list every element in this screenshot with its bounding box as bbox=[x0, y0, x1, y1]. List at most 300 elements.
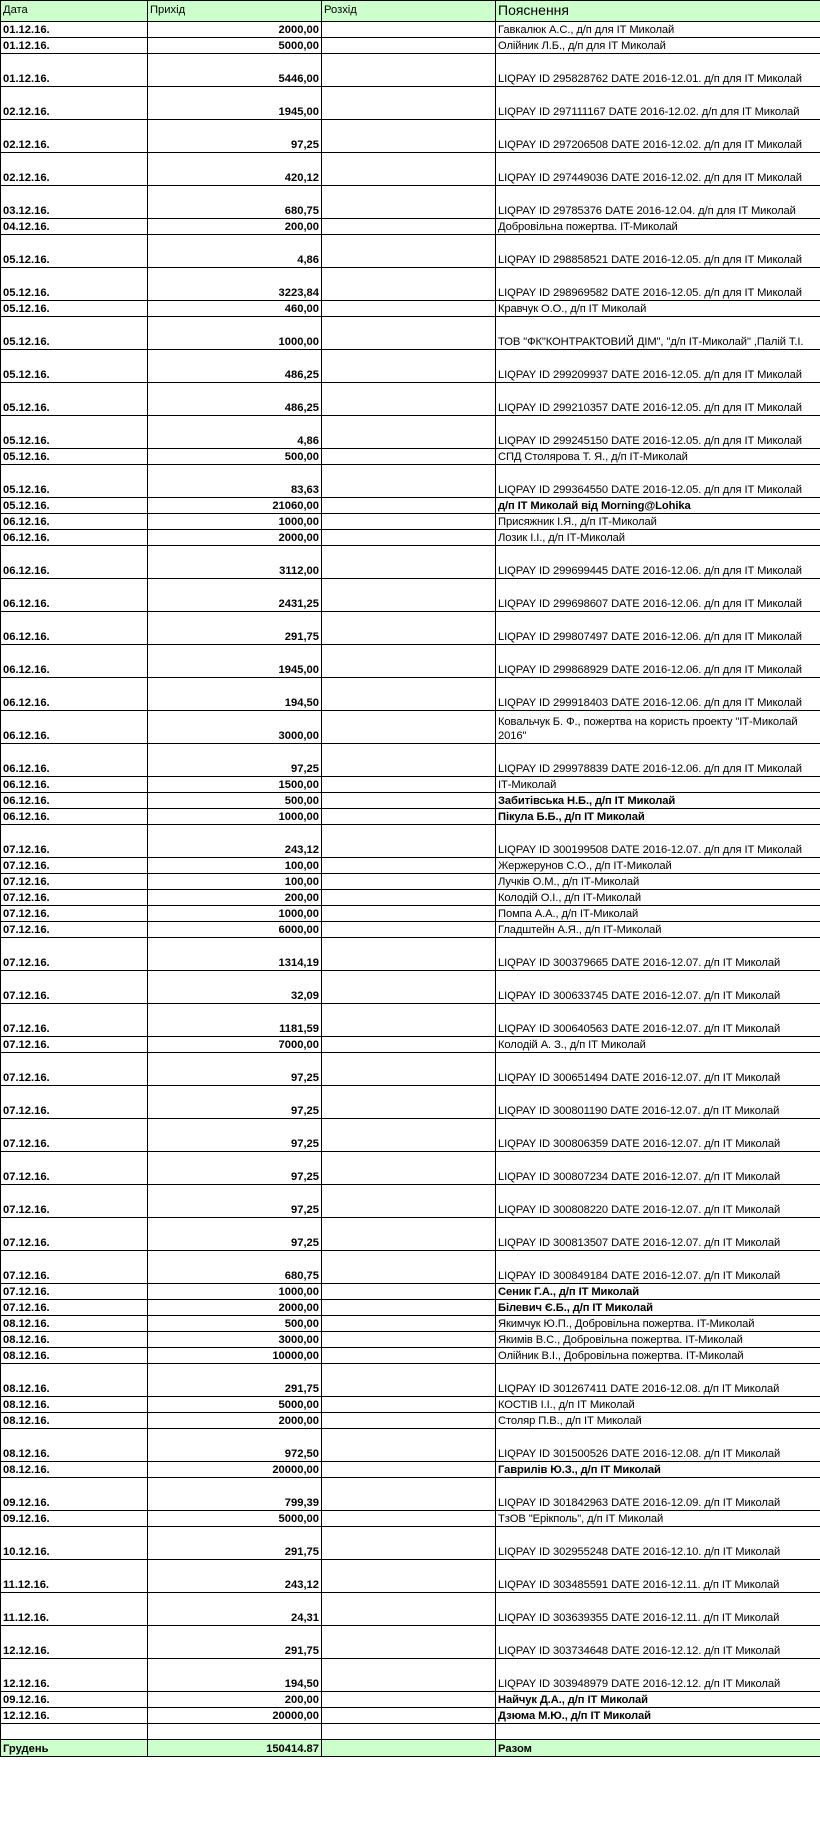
cell-note: LIQPAY ID 299807497 DATE 2016-12.06. д/п для IT Миколай bbox=[496, 612, 820, 645]
cell-note: LIQPAY ID 300849184 DATE 2016-12.07. д/п IT Миколай bbox=[496, 1251, 820, 1284]
cell-note: LIQPAY ID 299978839 DATE 2016-12.06. д/п для IT Миколай bbox=[496, 744, 820, 777]
cell-expense bbox=[322, 87, 496, 120]
cell-expense bbox=[322, 465, 496, 498]
table-row bbox=[1, 645, 820, 678]
cell-date: 07.12.16. bbox=[1, 1284, 148, 1300]
cell-note: Олійник В.І., Добровільна пожертва. IT-Миколай bbox=[496, 1348, 820, 1364]
cell-expense bbox=[322, 1332, 496, 1348]
cell-income: 97,25 bbox=[148, 1119, 322, 1152]
cell-date: 04.12.16. bbox=[1, 219, 148, 235]
cell-income: 5000,00 bbox=[148, 1397, 322, 1413]
cell-expense bbox=[322, 1300, 496, 1316]
cell-note: LIQPAY ID 299209937 DATE 2016-12.05. д/п для IT Миколай bbox=[496, 350, 820, 383]
cell-expense bbox=[322, 1152, 496, 1185]
blank-cell bbox=[1, 1724, 148, 1740]
cell-date: 06.12.16. bbox=[1, 809, 148, 825]
cell-income: 20000,00 bbox=[148, 1708, 322, 1724]
cell-expense bbox=[322, 1348, 496, 1364]
cell-date: 10.12.16. bbox=[1, 1527, 148, 1560]
cell-note: LIQPAY ID 300807234 DATE 2016-12.07. д/п IT Миколай bbox=[496, 1152, 820, 1185]
cell-income: 97,25 bbox=[148, 1152, 322, 1185]
table-row bbox=[1, 890, 820, 906]
table-row bbox=[1, 1511, 820, 1527]
table-row bbox=[1, 22, 820, 38]
header-row bbox=[1, 1, 820, 22]
cell-expense bbox=[322, 678, 496, 711]
cell-date: 08.12.16. bbox=[1, 1429, 148, 1462]
table-row bbox=[1, 1251, 820, 1284]
cell-income: 243,12 bbox=[148, 1560, 322, 1593]
cell-income: 6000,00 bbox=[148, 922, 322, 938]
table-row bbox=[1, 744, 820, 777]
cell-date: 08.12.16. bbox=[1, 1462, 148, 1478]
cell-income: 5000,00 bbox=[148, 1511, 322, 1527]
cell-income: 32,09 bbox=[148, 971, 322, 1004]
table-row bbox=[1, 971, 820, 1004]
cell-income: 2000,00 bbox=[148, 530, 322, 546]
cell-expense bbox=[322, 1037, 496, 1053]
cell-income: 97,25 bbox=[148, 744, 322, 777]
table-row bbox=[1, 1478, 820, 1511]
cell-income: 972,50 bbox=[148, 1429, 322, 1462]
cell-expense bbox=[322, 874, 496, 890]
cell-income: 10000,00 bbox=[148, 1348, 322, 1364]
table-row bbox=[1, 514, 820, 530]
cell-note: Дзюма М.Ю., д/п ІТ Миколай bbox=[496, 1708, 820, 1724]
table-row bbox=[1, 678, 820, 711]
cell-note: LIQPAY ID 298858521 DATE 2016-12.05. д/п для IT Миколай bbox=[496, 235, 820, 268]
cell-note: Ковальчук Б. Ф., пожертва на користь проекту "ІТ-Миколай 2016" bbox=[496, 711, 820, 744]
table-row bbox=[1, 1053, 820, 1086]
cell-note: LIQPAY ID 300379665 DATE 2016-12.07. д/п IT Миколай bbox=[496, 938, 820, 971]
cell-date: 05.12.16. bbox=[1, 416, 148, 449]
cell-expense bbox=[322, 54, 496, 87]
header-income: Прихід bbox=[148, 1, 322, 22]
cell-expense bbox=[322, 744, 496, 777]
cell-date: 08.12.16. bbox=[1, 1397, 148, 1413]
cell-note: ІТ-Миколай bbox=[496, 777, 820, 793]
cell-date: 07.12.16. bbox=[1, 825, 148, 858]
cell-note: LIQPAY ID 299245150 DATE 2016-12.05. д/п для IT Миколай bbox=[496, 416, 820, 449]
cell-date: 05.12.16. bbox=[1, 498, 148, 514]
cell-note: LIQPAY ID 295828762 DATE 2016-12.01. д/п для IT Миколай bbox=[496, 54, 820, 87]
cell-income: 200,00 bbox=[148, 1692, 322, 1708]
cell-income: 97,25 bbox=[148, 1053, 322, 1086]
cell-income: 24,31 bbox=[148, 1593, 322, 1626]
cell-date: 02.12.16. bbox=[1, 87, 148, 120]
cell-expense bbox=[322, 22, 496, 38]
cell-income: 1500,00 bbox=[148, 777, 322, 793]
cell-income: 97,25 bbox=[148, 120, 322, 153]
cell-date: 08.12.16. bbox=[1, 1364, 148, 1397]
cell-expense bbox=[322, 971, 496, 1004]
cell-date: 09.12.16. bbox=[1, 1478, 148, 1511]
table-row bbox=[1, 120, 820, 153]
table-row bbox=[1, 1708, 820, 1724]
cell-expense bbox=[322, 416, 496, 449]
cell-expense bbox=[322, 1429, 496, 1462]
cell-income: 194,50 bbox=[148, 1659, 322, 1692]
cell-note: LIQPAY ID 299210357 DATE 2016-12.05. д/п для IT Миколай bbox=[496, 383, 820, 416]
table-row bbox=[1, 874, 820, 890]
table-row bbox=[1, 1659, 820, 1692]
cell-expense bbox=[322, 793, 496, 809]
table-row bbox=[1, 938, 820, 971]
cell-note: LIQPAY ID 297449036 DATE 2016-12.02. д/п для IT Миколай bbox=[496, 153, 820, 186]
cell-expense bbox=[322, 612, 496, 645]
table-row bbox=[1, 922, 820, 938]
cell-income: 1000,00 bbox=[148, 906, 322, 922]
cell-expense bbox=[322, 268, 496, 301]
table-row bbox=[1, 317, 820, 350]
cell-income: 291,75 bbox=[148, 1527, 322, 1560]
cell-expense bbox=[322, 153, 496, 186]
cell-note: LIQPAY ID 300651494 DATE 2016-12.07. д/п IT Миколай bbox=[496, 1053, 820, 1086]
cell-income: 799,39 bbox=[148, 1478, 322, 1511]
cell-income: 680,75 bbox=[148, 186, 322, 219]
cell-date: 05.12.16. bbox=[1, 449, 148, 465]
cell-expense bbox=[322, 514, 496, 530]
cell-income: 200,00 bbox=[148, 219, 322, 235]
cell-expense bbox=[322, 858, 496, 874]
table-row bbox=[1, 416, 820, 449]
table-row bbox=[1, 1332, 820, 1348]
cell-income: 291,75 bbox=[148, 612, 322, 645]
cell-date: 07.12.16. bbox=[1, 1300, 148, 1316]
cell-expense bbox=[322, 301, 496, 317]
table-row bbox=[1, 38, 820, 54]
table-row bbox=[1, 546, 820, 579]
cell-note: LIQPAY ID 300640563 DATE 2016-12.07. д/п IT Миколай bbox=[496, 1004, 820, 1037]
table-row bbox=[1, 1284, 820, 1300]
cell-income: 97,25 bbox=[148, 1185, 322, 1218]
cell-income: 83,63 bbox=[148, 465, 322, 498]
cell-income: 4,86 bbox=[148, 416, 322, 449]
cell-note: LIQPAY ID 298969582 DATE 2016-12.05. д/п для IT Миколай bbox=[496, 268, 820, 301]
table-row bbox=[1, 612, 820, 645]
cell-income: 1000,00 bbox=[148, 317, 322, 350]
cell-note: Сеник Г.А., д/п ІТ Миколай bbox=[496, 1284, 820, 1300]
cell-date: 06.12.16. bbox=[1, 777, 148, 793]
cell-date: 07.12.16. bbox=[1, 1037, 148, 1053]
cell-expense bbox=[322, 938, 496, 971]
table-row bbox=[1, 1692, 820, 1708]
blank-cell bbox=[322, 1724, 496, 1740]
cell-expense bbox=[322, 777, 496, 793]
cell-date: 06.12.16. bbox=[1, 530, 148, 546]
cell-note: LIQPAY ID 303639355 DATE 2016-12.11. д/п IT Миколай bbox=[496, 1593, 820, 1626]
cell-note: LIQPAY ID 299698607 DATE 2016-12.06. д/п для IT Миколай bbox=[496, 579, 820, 612]
table-row bbox=[1, 449, 820, 465]
cell-income: 500,00 bbox=[148, 1316, 322, 1332]
cell-date: 06.12.16. bbox=[1, 645, 148, 678]
cell-note: Столяр П.В., д/п ІТ Миколай bbox=[496, 1413, 820, 1429]
cell-expense bbox=[322, 1086, 496, 1119]
cell-expense bbox=[322, 1251, 496, 1284]
cell-expense bbox=[322, 1397, 496, 1413]
cell-date: 08.12.16. bbox=[1, 1332, 148, 1348]
cell-note: Найчук Д.А., д/п ІТ Миколай bbox=[496, 1692, 820, 1708]
cell-date: 07.12.16. bbox=[1, 1218, 148, 1251]
cell-expense bbox=[322, 1560, 496, 1593]
cell-date: 02.12.16. bbox=[1, 153, 148, 186]
cell-expense bbox=[322, 1659, 496, 1692]
cell-date: 08.12.16. bbox=[1, 1316, 148, 1332]
table-row bbox=[1, 858, 820, 874]
cell-expense bbox=[322, 317, 496, 350]
cell-note: LIQPAY ID 300801190 DATE 2016-12.07. д/п IT Миколай bbox=[496, 1086, 820, 1119]
cell-expense bbox=[322, 1626, 496, 1659]
cell-note: Присяжник І.Я., д/п ІТ-Миколай bbox=[496, 514, 820, 530]
cell-expense bbox=[322, 1511, 496, 1527]
table-row bbox=[1, 530, 820, 546]
cell-note: LIQPAY ID 303734648 DATE 2016-12.12. д/п IT Миколай bbox=[496, 1626, 820, 1659]
cell-income: 500,00 bbox=[148, 449, 322, 465]
cell-expense bbox=[322, 546, 496, 579]
cell-income: 1181,59 bbox=[148, 1004, 322, 1037]
cell-date: 01.12.16. bbox=[1, 38, 148, 54]
cell-note: ТзОВ "Ерікполь", д/п ІТ Миколай bbox=[496, 1511, 820, 1527]
cell-date: 07.12.16. bbox=[1, 874, 148, 890]
cell-note: LIQPAY ID 303948979 DATE 2016-12.12. д/п IT Миколай bbox=[496, 1659, 820, 1692]
table-row bbox=[1, 1185, 820, 1218]
cell-note: Кравчук О.О., д/п ІТ Миколай bbox=[496, 301, 820, 317]
cell-note: LIQPAY ID 29785376 DATE 2016-12.04. д/п для IT Миколай bbox=[496, 186, 820, 219]
cell-note: LIQPAY ID 299364550 DATE 2016-12.05. д/п для IT Миколай bbox=[496, 465, 820, 498]
total-expense bbox=[322, 1740, 496, 1757]
cell-date: 08.12.16. bbox=[1, 1413, 148, 1429]
cell-expense bbox=[322, 120, 496, 153]
table-row bbox=[1, 153, 820, 186]
cell-income: 100,00 bbox=[148, 874, 322, 890]
cell-expense bbox=[322, 1527, 496, 1560]
cell-expense bbox=[322, 1119, 496, 1152]
table-row bbox=[1, 383, 820, 416]
table-row bbox=[1, 465, 820, 498]
cell-note: LIQPAY ID 303485591 DATE 2016-12.11. д/п IT Миколай bbox=[496, 1560, 820, 1593]
cell-note: Жержерунов С.О., д/п ІТ-Миколай bbox=[496, 858, 820, 874]
cell-expense bbox=[322, 906, 496, 922]
table-row bbox=[1, 219, 820, 235]
cell-expense bbox=[322, 809, 496, 825]
cell-income: 2000,00 bbox=[148, 1413, 322, 1429]
cell-note: LIQPAY ID 301267411 DATE 2016-12.08. д/п IT Миколай bbox=[496, 1364, 820, 1397]
cell-note: Гавкалюк А.С., д/п для ІТ Миколай bbox=[496, 22, 820, 38]
total-note: Разом bbox=[496, 1740, 820, 1757]
cell-expense bbox=[322, 1478, 496, 1511]
cell-income: 1945,00 bbox=[148, 645, 322, 678]
table-row bbox=[1, 1300, 820, 1316]
cell-date: 06.12.16. bbox=[1, 514, 148, 530]
cell-income: 486,25 bbox=[148, 383, 322, 416]
table-row bbox=[1, 1527, 820, 1560]
blank-row bbox=[1, 1724, 820, 1740]
cell-date: 07.12.16. bbox=[1, 1004, 148, 1037]
cell-expense bbox=[322, 1708, 496, 1724]
cell-note: Білевич Є.Б., д/п ІТ Миколай bbox=[496, 1300, 820, 1316]
cell-income: 486,25 bbox=[148, 350, 322, 383]
cell-note: LIQPAY ID 301842963 DATE 2016-12.09. д/п IT Миколай bbox=[496, 1478, 820, 1511]
cell-note: д/п ІТ Миколай від Morning@Lohika bbox=[496, 498, 820, 514]
cell-income: 7000,00 bbox=[148, 1037, 322, 1053]
cell-income: 1000,00 bbox=[148, 1284, 322, 1300]
cell-expense bbox=[322, 1004, 496, 1037]
cell-date: 05.12.16. bbox=[1, 268, 148, 301]
cell-income: 3223,84 bbox=[148, 268, 322, 301]
table-row bbox=[1, 1560, 820, 1593]
blank-cell bbox=[496, 1724, 820, 1740]
table-row bbox=[1, 1086, 820, 1119]
cell-note: Гаврилів Ю.З., д/п ІТ Миколай bbox=[496, 1462, 820, 1478]
cell-income: 3000,00 bbox=[148, 1332, 322, 1348]
cell-expense bbox=[322, 530, 496, 546]
table-row bbox=[1, 906, 820, 922]
cell-income: 5446,00 bbox=[148, 54, 322, 87]
cell-note: Помпа А.А., д/п ІТ-Миколай bbox=[496, 906, 820, 922]
header-expense: Розхід bbox=[322, 1, 496, 22]
cell-income: 3000,00 bbox=[148, 711, 322, 744]
cell-expense bbox=[322, 186, 496, 219]
cell-expense bbox=[322, 1284, 496, 1300]
cell-note: КОСТІВ І.І., д/п ІТ Миколай bbox=[496, 1397, 820, 1413]
table-row bbox=[1, 87, 820, 120]
cell-expense bbox=[322, 1462, 496, 1478]
cell-income: 420,12 bbox=[148, 153, 322, 186]
table-row bbox=[1, 301, 820, 317]
header-note: Пояснення bbox=[496, 1, 820, 22]
cell-income: 2000,00 bbox=[148, 22, 322, 38]
cell-date: 07.12.16. bbox=[1, 938, 148, 971]
cell-date: 01.12.16. bbox=[1, 22, 148, 38]
cell-date: 07.12.16. bbox=[1, 1152, 148, 1185]
cell-note: Лучків О.М., д/п ІТ-Миколай bbox=[496, 874, 820, 890]
cell-note: LIQPAY ID 299868929 DATE 2016-12.06. д/п для IT Миколай bbox=[496, 645, 820, 678]
table-row bbox=[1, 1413, 820, 1429]
cell-note: ТОВ "ФК"КОНТРАКТОВИЙ ДІМ", "д/п ІТ-Миколай" ,Палій Т.І. bbox=[496, 317, 820, 350]
table-row bbox=[1, 268, 820, 301]
cell-date: 06.12.16. bbox=[1, 678, 148, 711]
table-row bbox=[1, 498, 820, 514]
table-row bbox=[1, 54, 820, 87]
cell-income: 100,00 bbox=[148, 858, 322, 874]
cell-income: 5000,00 bbox=[148, 38, 322, 54]
table-row bbox=[1, 1152, 820, 1185]
cell-income: 200,00 bbox=[148, 890, 322, 906]
cell-expense bbox=[322, 890, 496, 906]
table-row bbox=[1, 1397, 820, 1413]
cell-date: 12.12.16. bbox=[1, 1708, 148, 1724]
cell-note: Олійник Л.Б., д/п для ІТ Миколай bbox=[496, 38, 820, 54]
table-row bbox=[1, 1037, 820, 1053]
cell-expense bbox=[322, 1053, 496, 1086]
cell-date: 07.12.16. bbox=[1, 922, 148, 938]
cell-income: 4,86 bbox=[148, 235, 322, 268]
total-row bbox=[1, 1740, 820, 1757]
cell-note: Лозик І.І., д/п ІТ-Миколай bbox=[496, 530, 820, 546]
header-date: Дата bbox=[1, 1, 148, 22]
cell-date: 07.12.16. bbox=[1, 858, 148, 874]
cell-date: 06.12.16. bbox=[1, 579, 148, 612]
cell-expense bbox=[322, 1692, 496, 1708]
table-row bbox=[1, 1316, 820, 1332]
table-row bbox=[1, 1626, 820, 1659]
table-row bbox=[1, 1348, 820, 1364]
cell-expense bbox=[322, 235, 496, 268]
table-row bbox=[1, 579, 820, 612]
cell-date: 06.12.16. bbox=[1, 793, 148, 809]
cell-expense bbox=[322, 1413, 496, 1429]
cell-expense bbox=[322, 579, 496, 612]
cell-note: LIQPAY ID 300633745 DATE 2016-12.07. д/п IT Миколай bbox=[496, 971, 820, 1004]
cell-date: 08.12.16. bbox=[1, 1348, 148, 1364]
cell-date: 05.12.16. bbox=[1, 350, 148, 383]
cell-note: Якимів В.С., Добровільна пожертва. IT-Миколай bbox=[496, 1332, 820, 1348]
cell-note: Якимчук Ю.П., Добровільна пожертва. IT-Миколай bbox=[496, 1316, 820, 1332]
cell-expense bbox=[322, 1185, 496, 1218]
cell-expense bbox=[322, 1593, 496, 1626]
cell-date: 06.12.16. bbox=[1, 711, 148, 744]
cell-expense bbox=[322, 219, 496, 235]
cell-note: LIQPAY ID 300808220 DATE 2016-12.07. д/п IT Миколай bbox=[496, 1185, 820, 1218]
cell-date: 07.12.16. bbox=[1, 1053, 148, 1086]
table-row bbox=[1, 793, 820, 809]
cell-expense bbox=[322, 711, 496, 744]
cell-income: 21060,00 bbox=[148, 498, 322, 514]
ledger-body bbox=[1, 22, 820, 1724]
cell-income: 2431,25 bbox=[148, 579, 322, 612]
cell-expense bbox=[322, 1316, 496, 1332]
cell-date: 05.12.16. bbox=[1, 235, 148, 268]
cell-date: 11.12.16. bbox=[1, 1593, 148, 1626]
cell-date: 06.12.16. bbox=[1, 744, 148, 777]
cell-note: Колодій О.І., д/п ІТ-Миколай bbox=[496, 890, 820, 906]
cell-income: 1000,00 bbox=[148, 514, 322, 530]
cell-date: 07.12.16. bbox=[1, 1251, 148, 1284]
cell-note: LIQPAY ID 299699445 DATE 2016-12.06. д/п для IT Миколай bbox=[496, 546, 820, 579]
cell-note: Забитівська Н.Б., д/п ІТ Миколай bbox=[496, 793, 820, 809]
cell-date: 06.12.16. bbox=[1, 546, 148, 579]
cell-note: LIQPAY ID 300813507 DATE 2016-12.07. д/п IT Миколай bbox=[496, 1218, 820, 1251]
table-row bbox=[1, 1429, 820, 1462]
cell-date: 09.12.16. bbox=[1, 1692, 148, 1708]
cell-date: 07.12.16. bbox=[1, 906, 148, 922]
cell-date: 03.12.16. bbox=[1, 186, 148, 219]
cell-date: 06.12.16. bbox=[1, 612, 148, 645]
table-row bbox=[1, 1593, 820, 1626]
cell-income: 243,12 bbox=[148, 825, 322, 858]
cell-income: 3112,00 bbox=[148, 546, 322, 579]
cell-date: 02.12.16. bbox=[1, 120, 148, 153]
cell-income: 460,00 bbox=[148, 301, 322, 317]
table-row bbox=[1, 777, 820, 793]
cell-income: 20000,00 bbox=[148, 1462, 322, 1478]
cell-expense bbox=[322, 922, 496, 938]
cell-date: 05.12.16. bbox=[1, 465, 148, 498]
cell-expense bbox=[322, 350, 496, 383]
blank-cell bbox=[148, 1724, 322, 1740]
total-label: Грудень bbox=[1, 1740, 148, 1757]
cell-note: LIQPAY ID 297206508 DATE 2016-12.02. д/п для IT Миколай bbox=[496, 120, 820, 153]
cell-note: LIQPAY ID 300199508 DATE 2016-12.07. д/п для IT Миколай bbox=[496, 825, 820, 858]
cell-expense bbox=[322, 825, 496, 858]
cell-expense bbox=[322, 383, 496, 416]
table-row bbox=[1, 1364, 820, 1397]
cell-expense bbox=[322, 1364, 496, 1397]
cell-income: 1314,19 bbox=[148, 938, 322, 971]
table-row bbox=[1, 1218, 820, 1251]
cell-expense bbox=[322, 645, 496, 678]
total-income: 150414.87 bbox=[148, 1740, 322, 1757]
